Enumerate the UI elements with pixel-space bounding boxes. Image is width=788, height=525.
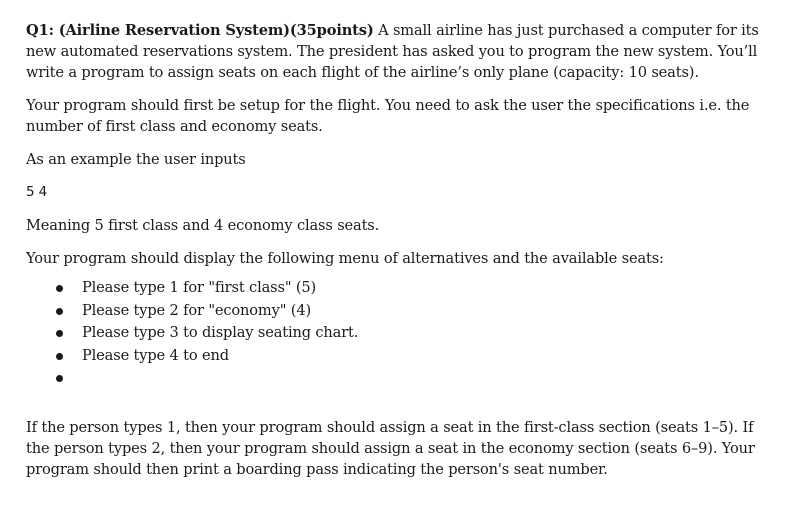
bullet-icon: [56, 330, 63, 337]
bullet-icon: [56, 353, 63, 360]
menu-item: [26, 277, 766, 300]
example-intro: As an example the user inputs: [26, 151, 246, 168]
menu-item-text: Please type 3 to display seating chart.: [82, 324, 359, 341]
bullet-icon: [56, 308, 63, 315]
example-meaning: Meaning 5 first class and 4 economy class seats.: [26, 217, 380, 234]
menu-item-text: Please type 4 to end: [82, 346, 229, 364]
menu-intro: Your program should display the following menu of alternatives and the available seats:: [26, 250, 664, 267]
intro-paragraph: [26, 20, 766, 83]
menu-item-text: Please type 2 for "economy" (4): [82, 301, 311, 319]
menu-item: [26, 345, 766, 368]
menu-item: [26, 300, 766, 323]
question-document: [26, 20, 766, 492]
bullet-icon: [56, 375, 63, 382]
bullet-icon: [56, 285, 63, 292]
intro-text: A small airline has just purchased a computer for its new automated reservations system. The president has asked you to program the new system. You’ll write a program to assign seats on each flight of the airline’s only plane (capacity: 10 seats).: [26, 22, 759, 81]
closing-paragraph: If the person types 1, then your program should assign a seat in the first-class section (seats 1–5). If the person types 2, then your program should assign a seat in the economy section (seats 6–9). Your program should then print a boarding pass indicating the person's seat number.: [26, 418, 755, 478]
spacer: [26, 390, 766, 417]
setup-paragraph: Your program should first be setup for the flight. You need to ask the user the specifications i.e. the number of first class and economy seats.: [26, 97, 750, 135]
question-heading: Q1: (Airline Reservation System)(35points): [26, 22, 374, 39]
menu-item-text: Please type 1 for "first class" (5): [82, 279, 317, 296]
menu-list: [26, 277, 766, 390]
example-value: 5 4: [26, 184, 48, 200]
menu-item: [26, 322, 766, 345]
menu-item: [26, 367, 766, 390]
